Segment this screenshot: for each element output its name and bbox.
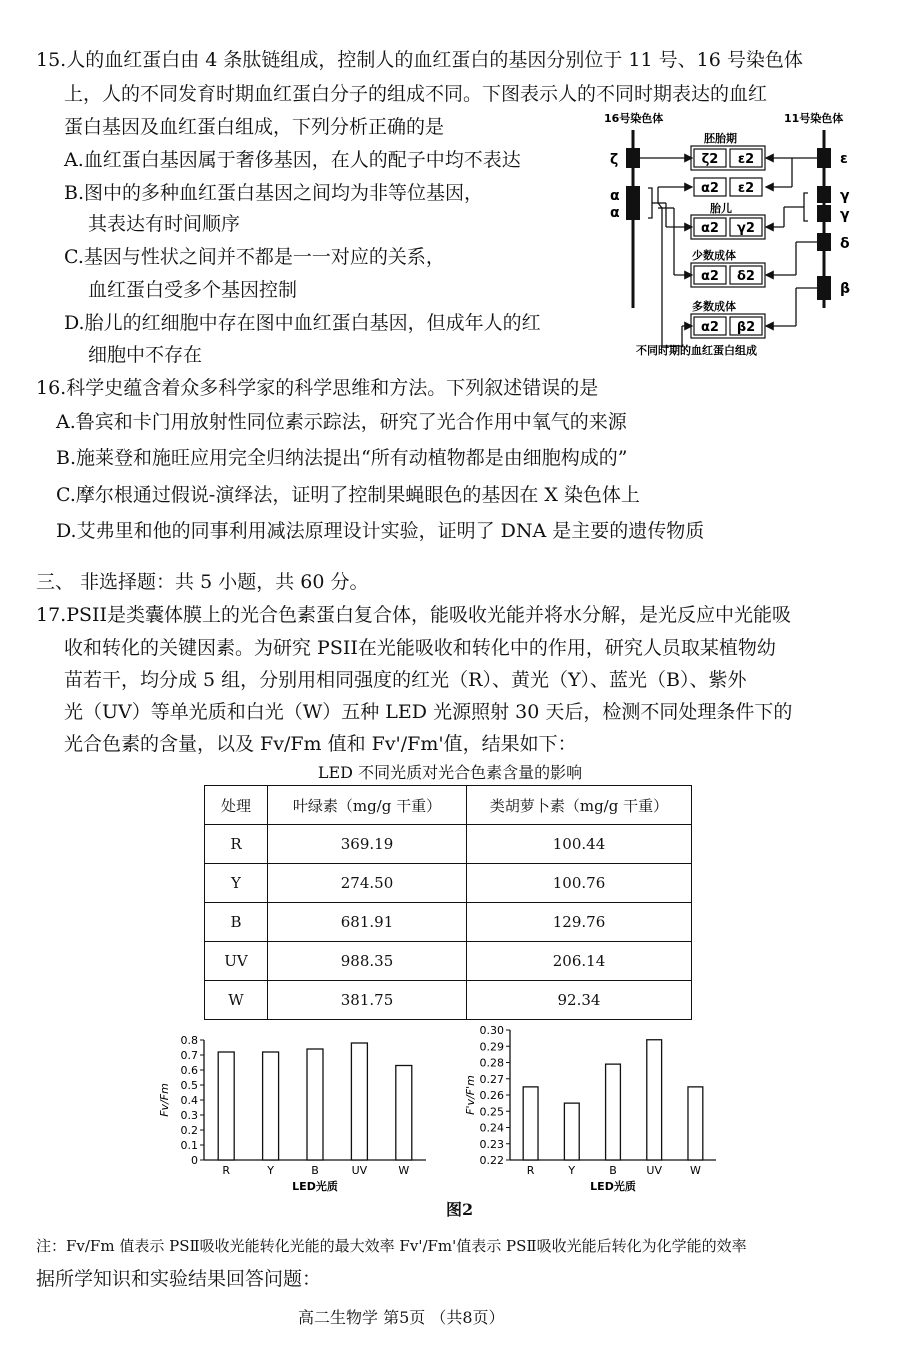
y-tick-label: 0.27 xyxy=(479,1072,504,1086)
pair-embryo2-1: α2 xyxy=(701,181,719,196)
y-tick-label: 0 xyxy=(191,1154,198,1167)
q17-prompt: 据所学知识和实验结果回答问题： xyxy=(36,1268,322,1290)
table-cell: 369.19 xyxy=(268,825,467,864)
q15-option-a: A.血红蛋白基因属于奢侈基因，在人的配子中均不表达 xyxy=(64,149,521,171)
bar-R xyxy=(523,1087,538,1160)
y-tick-label: 0.8 xyxy=(180,1034,198,1047)
q16-option-b: B.施莱登和施旺应用完全归纳法提出“所有动植物都是由细胞构成的” xyxy=(56,447,628,469)
pair-most-2: β2 xyxy=(736,320,756,335)
bar-Y xyxy=(564,1103,579,1160)
stage-embryo: 胚胎期 xyxy=(704,132,737,145)
q15-option-d: D.胎儿的红细胞中存在图中血红蛋白基因，但成年人的红 xyxy=(64,312,541,334)
x-tick-label: UV xyxy=(646,1164,662,1177)
y-tick-label: 0.4 xyxy=(180,1094,198,1107)
x-tick-label: W xyxy=(398,1164,410,1177)
pair-most-1: α2 xyxy=(701,320,719,335)
x-axis-label: LED光质 xyxy=(590,1180,636,1193)
q16-option-c: C.摩尔根通过假说-演绎法，证明了控制果蝇眼色的基因在 X 染色体上 xyxy=(56,484,640,506)
gene-alpha-1: α xyxy=(610,188,620,204)
y-tick-label: 0.25 xyxy=(479,1105,504,1119)
table-title: LED 不同光质对光合色素含量的影响 xyxy=(317,763,583,782)
pair-few-1: α2 xyxy=(701,269,719,284)
table-header: 处理 xyxy=(205,786,268,825)
gene-alpha-2: α xyxy=(610,205,620,221)
fv-fm-prime-chart xyxy=(450,1022,740,1200)
table-cell: 100.76 xyxy=(467,864,692,903)
gene-epsilon: ε xyxy=(840,151,848,167)
q16-stem: 16.科学史蕴含着众多科学家的科学思维和方法。下列叙述错误的是 xyxy=(36,377,599,399)
table-cell: 129.76 xyxy=(467,903,692,942)
table-row xyxy=(205,864,692,903)
x-tick-label: R xyxy=(526,1164,535,1177)
table-cell: R xyxy=(205,825,268,864)
hemoglobin-diagram xyxy=(596,108,868,358)
y-tick-label: 0.26 xyxy=(479,1089,504,1102)
q17-stem-line3: 苗若干，均分成 5 组，分别用相同强度的红光（R）、黄光（Y）、蓝光（B）、紫外 xyxy=(64,669,747,691)
bar-W xyxy=(396,1066,412,1161)
note: 注：Fv/Fm 值表示 PSⅡ吸收光能转化光能的最大效率 Fv'/Fm'值表示 PSⅡ吸收光能后转化为化学能的效率 xyxy=(36,1237,747,1255)
table-row xyxy=(205,825,692,864)
q15-stem-line1: 15.人的血红蛋白由 4 条肽链组成，控制人的血红蛋白的基因分别位于 11 号、16 号染色体 xyxy=(36,49,803,71)
pair-embryo2-2: ε2 xyxy=(737,181,755,196)
table-cell: B xyxy=(205,903,268,942)
q15-option-c: C.基因与性状之间并不都是一一对应的关系， xyxy=(64,246,445,268)
q15-option-b: B.图中的多种血红蛋白基因之间均为非等位基因， xyxy=(64,182,484,204)
page-footer: 高二生物学 第5页 （共8页） xyxy=(298,1308,505,1327)
y-tick-label: 0.28 xyxy=(479,1056,504,1070)
table-cell: Y xyxy=(205,864,268,903)
table-header-row xyxy=(205,786,692,825)
q17-stem-line2: 收和转化的关键因素。为研究 PSII在光能吸收和转化中的作用，研究人员取某植物幼 xyxy=(64,637,776,659)
x-tick-label: UV xyxy=(351,1164,368,1177)
table-cell: W xyxy=(205,981,268,1020)
table-cell: 92.34 xyxy=(467,981,692,1020)
y-tick-label: 0.24 xyxy=(479,1121,504,1135)
table-cell: 988.35 xyxy=(268,942,467,981)
x-tick-label: W xyxy=(689,1164,701,1177)
bar-UV xyxy=(647,1040,662,1160)
y-tick-label: 0.1 xyxy=(180,1139,198,1152)
gene-gamma-1: γ xyxy=(840,188,850,204)
q15-stem-line3: 蛋白基因及血红蛋白组成，下列分析正确的是 xyxy=(64,116,445,138)
gene-delta: δ xyxy=(840,236,850,252)
table-cell: 206.14 xyxy=(467,942,692,981)
q16-option-a: A.鲁宾和卡门用放射性同位素示踪法，研究了光合作用中氧气的来源 xyxy=(56,411,627,433)
x-axis-label: LED光质 xyxy=(292,1180,338,1193)
gene-gamma-2: γ xyxy=(840,207,850,223)
bar-B xyxy=(307,1049,323,1160)
bar-B xyxy=(606,1064,621,1160)
gene-zeta: ζ xyxy=(610,152,619,168)
y-tick-label: 0.5 xyxy=(180,1079,198,1092)
x-tick-label: R xyxy=(222,1164,231,1177)
table-cell: 100.44 xyxy=(467,825,692,864)
table-cell: 681.91 xyxy=(268,903,467,942)
y-tick-label: 0.22 xyxy=(479,1154,504,1167)
x-tick-label: B xyxy=(311,1164,319,1177)
y-tick-label: 0.2 xyxy=(180,1124,198,1137)
figure-label: 图2 xyxy=(446,1200,474,1219)
table-cell: UV xyxy=(205,942,268,981)
fv-fm-chart xyxy=(150,1030,440,1200)
table-header: 类胡萝卜素（mg/g 干重） xyxy=(467,786,692,825)
bar-R xyxy=(218,1052,234,1160)
q15-option-d-cont: 细胞中不存在 xyxy=(88,344,203,366)
x-tick-label: Y xyxy=(267,1164,274,1177)
y-tick-label: 0.3 xyxy=(180,1109,198,1122)
bar-UV xyxy=(351,1043,367,1160)
table-cell: 274.50 xyxy=(268,864,467,903)
bar-W xyxy=(688,1087,703,1160)
stage-most-adults: 多数成体 xyxy=(692,300,736,313)
gene-beta: β xyxy=(840,281,851,297)
bar-Y xyxy=(263,1052,279,1160)
pair-fetus-2: γ2 xyxy=(737,221,755,236)
table-row xyxy=(205,942,692,981)
pair-embryo-1: ζ2 xyxy=(701,152,719,167)
chr16-label: 16号染色体 xyxy=(604,112,664,125)
stage-fetus: 胎儿 xyxy=(710,202,732,215)
q15-stem-line2: 上，人的不同发育时期血红蛋白分子的组成不同。下图表示人的不同时期表达的血红 xyxy=(64,83,768,105)
table-cell: 381.75 xyxy=(268,981,467,1020)
pigment-table xyxy=(204,785,692,1020)
chr11-label: 11号染色体 xyxy=(784,112,844,125)
section-heading: 三、 非选择题：共 5 小题，共 60 分。 xyxy=(36,571,369,593)
y-tick-label: 0.23 xyxy=(479,1137,504,1151)
y-axis-label: Fv/Fm xyxy=(158,1083,171,1117)
table-row xyxy=(205,981,692,1020)
q15-option-b-cont: 其表达有时间顺序 xyxy=(88,213,241,235)
y-tick-label: 0.29 xyxy=(479,1040,504,1054)
q15-option-c-cont: 血红蛋白受多个基因控制 xyxy=(88,279,298,301)
y-tick-label: 0.30 xyxy=(479,1024,504,1037)
table-row xyxy=(205,903,692,942)
pair-embryo-2: ε2 xyxy=(737,152,755,167)
stage-few-adults: 少数成体 xyxy=(692,249,736,262)
diagram-caption: 不同时期的血红蛋白组成 xyxy=(636,344,757,357)
pair-fetus-1: α2 xyxy=(701,221,719,236)
pair-few-2: δ2 xyxy=(737,269,755,284)
y-axis-label: F'v/F'm xyxy=(464,1075,477,1115)
q16-option-d: D.艾弗里和他的同事利用减法原理设计实验，证明了 DNA 是主要的遗传物质 xyxy=(56,520,705,542)
q17-stem-line5: 光合色素的含量，以及 Fv/Fm 值和 Fv'/Fm'值，结果如下： xyxy=(64,733,577,755)
table-header: 叶绿素（mg/g 干重） xyxy=(268,786,467,825)
x-tick-label: Y xyxy=(568,1164,576,1177)
y-tick-label: 0.6 xyxy=(180,1064,198,1077)
x-tick-label: B xyxy=(609,1164,617,1177)
q17-stem-line4: 光（UV）等单光质和白光（W）五种 LED 光源照射 30 天后，检测不同处理条件下的 xyxy=(64,701,793,723)
q17-stem-line1: 17.PSII是类囊体膜上的光合色素蛋白复合体，能吸收光能并将水分解，是光反应中光能吸 xyxy=(36,604,792,626)
y-tick-label: 0.7 xyxy=(180,1049,198,1062)
